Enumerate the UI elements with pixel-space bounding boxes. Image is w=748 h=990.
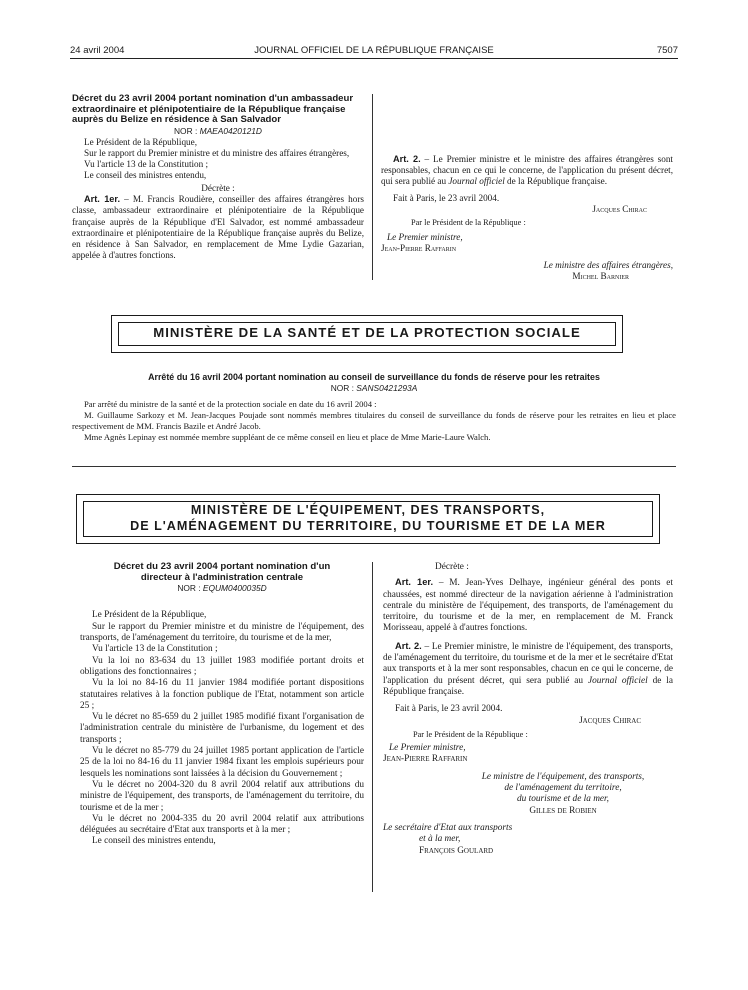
ministry-sante-banner (111, 315, 623, 353)
decree2-par-le: Par le Président de la République : (413, 729, 528, 739)
decree1-minister-title: Le ministre des affaires étrangères, (543, 259, 673, 270)
decree2-preamble-line: Vu le décret no 85-779 du 24 juillet 1985 portant application de l'article 25 de la loi no 84-16 du 11 janvier 1984 fixant les emplois supérieurs pour lesquels les nominations sont laissées à la décision du Gouvernement ; (80, 746, 364, 779)
decree2-preamble-line: Vu la loi no 83-634 du 13 juillet 1983 modifiée portant droits et obligations des fonctionnaires ; (80, 655, 364, 677)
decree2-fait: Fait à Paris, le 23 avril 2004. (395, 704, 503, 715)
decree2-preamble-line: Vu le décret no 2004-320 du 8 avril 2004 relatif aux attributions du ministre de l'équipement, des transports, de l'aménagement du territoire, du tourisme et de la mer ; (80, 779, 364, 813)
decree1-fait: Fait à Paris, le 23 avril 2004. (393, 193, 500, 204)
decree2-secretary-name: François Goulard (419, 845, 494, 856)
decree1-title: Décret du 23 avril 2004 portant nomination d'un ambassadeur extraordinaire et plénipotentiaire de la République française auprès du Belize en résidence à San Salvador (72, 93, 354, 126)
decree2-title: Décret du 23 avril 2004 portant nomination d'un directeur à l'administration centrale (113, 561, 331, 583)
header-date: 24 avril 2004 (70, 45, 125, 56)
decree2-preamble-line: Le Président de la République, (92, 610, 207, 621)
header-rule (70, 58, 678, 59)
decree1-par-le: Par le Président de la République : (411, 218, 526, 228)
arrete-line: Mme Agnès Lepinay est nommée membre suppléant de ce même conseil en lieu et place de Mme Marie-Laure Walch. (84, 431, 491, 442)
decree1-left-column (72, 94, 364, 261)
section-rule (72, 466, 676, 467)
decree2-pm-title: Le Premier ministre, (389, 743, 466, 754)
decree1-pm-name: Jean-Pierre Raffarin (381, 242, 457, 253)
decree2-secretary-block (383, 823, 673, 857)
decree2-article-2: Art. 2. – Le Premier ministre, le ministre de l'équipement, des transports, de l'aménagement du territoire, du tourisme et de la mer et le secrétaire d'Etat aux transports et à la mer sont responsables, chacun en ce qui le concerne, de l'application du présent décret, qui sera publié au Journal officiel de la République française. (383, 640, 674, 697)
arrete-block (72, 372, 676, 443)
column-rule (372, 94, 373, 280)
decree1-article-2: Art. 2. – Le Premier ministre et le ministre des affaires étrangères sont responsables, chacun en ce qui le concerne, de l'application du présent décret, qui sera publié au Journal officiel de la République française. (381, 154, 673, 187)
decree2-nor: NOR : EQUM0400035D (177, 583, 267, 594)
decree2-minister-title: du tourisme et de la mer, (517, 794, 609, 805)
decree2-minister-title: Le ministre de l'équipement, des transports, (481, 771, 645, 782)
ministry-equipement-banner (76, 494, 660, 544)
decree2-preamble-line: Vu l'article 13 de la Constitution ; (92, 644, 218, 655)
decree2-preamble-line: Le conseil des ministres entendu, (92, 836, 216, 847)
decree2-minister-title: de l'aménagement du territoire, (504, 783, 622, 794)
decree2-preamble-line: Sur le rapport du Premier ministre et du ministre de l'équipement, des transports, de l'aménagement du territoire, du tourisme et de la mer, (80, 621, 364, 644)
decree2-secretary-title: et à la mer, (419, 834, 461, 845)
decree2-preamble-line: Vu la loi no 84-16 du 11 janvier 1984 modifiée portant dispositions statutaires relatives à la fonction publique de l'Etat, notamment son article 25 ; (80, 678, 364, 711)
header-page-number: 7507 (656, 45, 678, 56)
decree2-pm-name: Jean-Pierre Raffarin (383, 754, 468, 765)
decree1-article-1: Art. 1er. – M. Francis Roudière, conseiller des affaires étrangères hors classe, ambassadeur extraordinaire et plénipotentiaire de la République française auprès de la République d'El Salvador, est nommé ambassadeur extraordinaire et plénipotentiaire de la République française auprès du Belize, en résidence à San Salvador, en remplacement de Mme Lydie Gazarian, appelée à d'autres fonctions. (72, 194, 364, 260)
arrete-line: M. Guillaume Sarkozy et M. Jean-Jacques Poujade sont nommés membres titulaires du conseil de surveillance du fonds de réserve pour les retraites en lieu et place respectivement de MM. Francis Bazile et André Jacob. (72, 409, 676, 431)
decree2-right-column (383, 562, 673, 857)
decree1-nor: NOR : MAEA0420121D (174, 125, 262, 136)
decree1-signer: Jacques Chirac (592, 204, 647, 215)
decree2-minister-block (383, 772, 673, 817)
decree1-preamble-line: Sur le rapport du Premier ministre et du ministre des affaires étrangères, (84, 147, 350, 158)
ministry-sante-name: MINISTÈRE DE LA SANTÉ ET DE LA PROTECTION SOCIALE (153, 325, 581, 340)
arrete-line: Par arrêté du ministre de la santé et de la protection sociale en date du 16 avril 2004 : (84, 398, 377, 409)
decree1-decrete: Décrète : (201, 183, 235, 194)
decree1-minister-name: Michel Barnier (572, 270, 629, 281)
ministry-equipement-line-2: DE L'AMÉNAGEMENT DU TERRITOIRE, DU TOURISME ET DE LA MER (130, 519, 606, 533)
decree1-preamble-line: Vu l'article 13 de la Constitution ; (84, 159, 209, 170)
arrete-nor: NOR : SANS0421293A (330, 382, 418, 393)
decree2-preamble-line: Vu le décret no 2004-335 du 20 avril 2004 relatif aux attributions déléguées au secrétaire d'Etat aux transports et à la mer ; (80, 813, 364, 836)
decree1-preamble-line: Le conseil des ministres entendu, (84, 170, 207, 181)
decree2-minister-name: Gilles de Robien (529, 805, 597, 816)
ministry-equipement-line-1: MINISTÈRE DE L'ÉQUIPEMENT, DES TRANSPORTS, (190, 503, 546, 517)
decree2-decrete: Décrète : (435, 562, 469, 572)
decree2-left-column (80, 562, 364, 848)
decree1-preamble-line: Le Président de la République, (84, 136, 198, 147)
decree2-signer: Jacques Chirac (579, 715, 641, 726)
decree2-preamble-line: Vu le décret no 85-659 du 2 juillet 1985 modifié fixant l'organisation de l'administration centrale du ministère de l'urbanisme, du logement et des transports ; (80, 712, 364, 745)
column-rule (372, 562, 373, 892)
decree1-right-column (381, 154, 673, 282)
header-journal-title: JOURNAL OFFICIEL DE LA RÉPUBLIQUE FRANÇAISE (254, 45, 494, 56)
arrete-title: Arrêté du 16 avril 2004 portant nomination au conseil de surveillance du fonds de réserve pour les retraites (148, 372, 600, 382)
decree1-pm-title: Le Premier ministre, (387, 231, 463, 242)
decree2-article-1: Art. 1er. – M. Jean-Yves Delhaye, ingénieur général des ponts et chaussées, est nommé directeur de la navigation aérienne à l'administration centrale du ministère de l'équipement, des transports, de l'aménagement du territoire, du tourisme et de la mer, en remplacement de M. Franck Morisseau, appelé à d'autres fonctions. (383, 577, 674, 634)
decree2-secretary-title: Le secrétaire d'Etat aux transports (383, 822, 513, 833)
